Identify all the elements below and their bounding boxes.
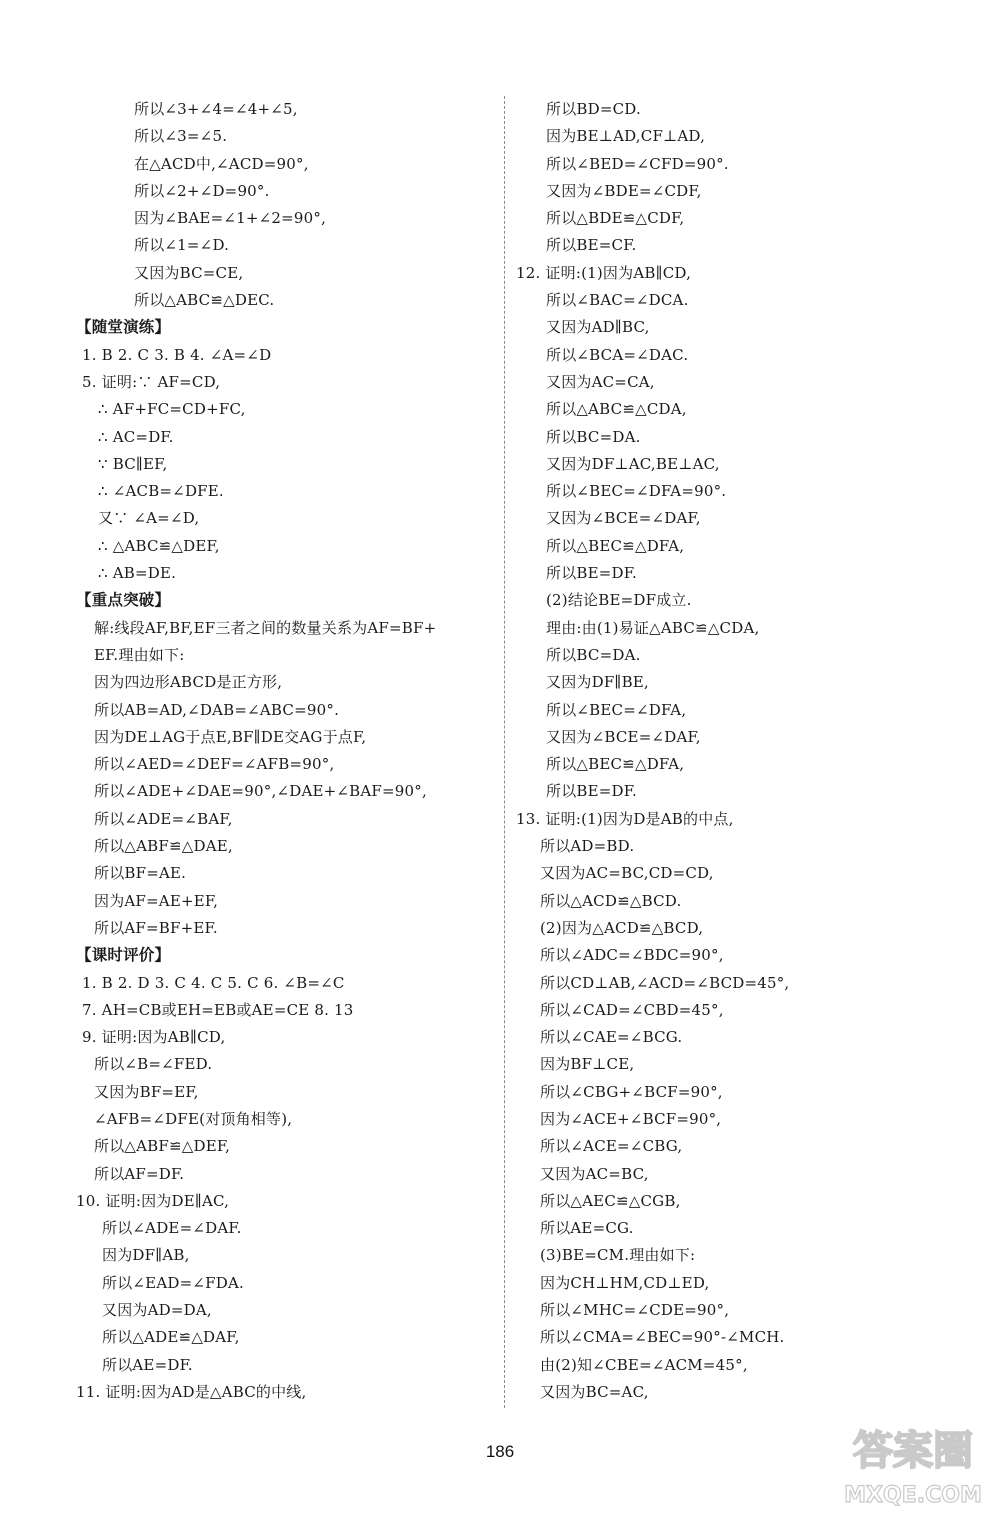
answer-line: 又因为AD=DA, — [102, 1301, 212, 1320]
answer-line: 因为DF∥AB, — [102, 1246, 190, 1265]
answer-line: 因为四边形ABCD是正方形, — [94, 673, 283, 692]
answer-line: 所以∠1=∠D. — [134, 236, 230, 255]
answer-line: 所以BC=DA. — [546, 427, 641, 446]
answer-line: 所以△ABC≌△CDA, — [546, 400, 687, 419]
answer-line: 因为BF⊥CE, — [540, 1055, 635, 1074]
answer-line: 所以∠ADE=∠DAF. — [102, 1219, 242, 1238]
answer-line: 因为AF=AE+EF, — [94, 891, 219, 910]
answer-line: 所以∠ADC=∠BDC=90°, — [540, 946, 724, 965]
answer-line: (2)因为△ACD≌△BCD, — [540, 918, 704, 937]
watermark-logo-text: 答案圈 — [853, 1428, 973, 1474]
answer-line: 所以∠CBG+∠BCF=90°, — [540, 1082, 723, 1101]
section-heading: 【课时评价】 — [76, 946, 171, 965]
answer-line: 又因为AD∥BC, — [546, 318, 650, 337]
answer-line: 所以∠3+∠4=∠4+∠5, — [134, 100, 298, 118]
answer-line: 在△ACD中,∠ACD=90°, — [134, 154, 309, 173]
answer-line: 又∵ ∠A=∠D, — [98, 509, 200, 528]
answer-line: 所以BC=DA. — [546, 645, 641, 664]
answer-line: 所以AF=DF. — [94, 1164, 185, 1183]
answer-line: 又因为AC=BC,CD=CD, — [540, 864, 714, 883]
answer-line: 所以△ABF≌△DEF, — [94, 1137, 231, 1156]
answer-line: 所以BF=AE. — [94, 864, 187, 883]
answer-line: ∠AFB=∠DFE(对顶角相等), — [94, 1109, 293, 1128]
answer-line: 所以△ACD≌△BCD. — [540, 891, 682, 910]
answer-line: 1. B 2. C 3. B 4. ∠A=∠D — [82, 345, 272, 364]
answer-line: ∴ ∠ACB=∠DFE. — [98, 482, 224, 501]
answer-line: 所以∠BAC=∠DCA. — [546, 291, 689, 310]
answer-line: 又因为BF=EF, — [94, 1082, 199, 1101]
answer-line: 所以AD=BD. — [540, 837, 635, 856]
answer-line: 所以∠EAD=∠FDA. — [102, 1273, 244, 1292]
answer-line: 所以△AEC≌△CGB, — [540, 1191, 681, 1210]
answer-line: 所以∠3=∠5. — [134, 127, 228, 146]
answer-line: 所以BE=DF. — [546, 782, 638, 801]
answer-line: 又因为AC=CA, — [546, 372, 655, 391]
answer-line: 所以△ADE≌△DAF, — [102, 1328, 240, 1347]
right-column — [516, 96, 936, 1406]
answer-line: ∴ AF+FC=CD+FC, — [98, 400, 246, 419]
answer-line: 因为∠ACE+∠BCF=90°, — [540, 1109, 722, 1128]
answer-line: 7. AH=CB或EH=EB或AE=CE 8. 13 — [82, 1000, 354, 1019]
answer-line: 所以∠CAE=∠BCG. — [540, 1028, 683, 1047]
answer-line: 所以BE=CF. — [546, 236, 637, 255]
answer-line: 9. 证明:因为AB∥CD, — [82, 1028, 226, 1047]
answer-line: 所以∠ADE=∠BAF, — [94, 809, 233, 828]
answer-line: 所以∠ADE+∠DAE=90°,∠DAE+∠BAF=90°, — [94, 782, 427, 801]
section-heading: 【随堂演练】 — [76, 318, 171, 337]
answer-line: 所以∠BEC=∠DFA, — [546, 700, 687, 719]
answer-line: 12. 证明:(1)因为AB∥CD, — [516, 263, 692, 282]
answer-line: 又因为AC=BC, — [540, 1164, 649, 1183]
answer-line: 解:线段AF,BF,EF三者之间的数量关系为AF=BF+ — [94, 618, 437, 637]
answer-line: 理由:由(1)易证△ABC≌△CDA, — [546, 618, 760, 637]
answer-line: 所以∠MHC=∠CDE=90°, — [540, 1301, 730, 1320]
answer-line: 所以△BEC≌△DFA, — [546, 536, 685, 555]
answer-line: 因为∠BAE=∠1+∠2=90°, — [134, 209, 327, 228]
answer-line: 所以∠BCA=∠DAC. — [546, 345, 689, 364]
answer-line: 1. B 2. D 3. C 4. C 5. C 6. ∠B=∠C — [82, 973, 345, 992]
answer-line: 所以∠BED=∠CFD=90°. — [546, 154, 729, 173]
answer-line: ∴ AB=DE. — [98, 564, 177, 583]
answer-line: 所以∠B=∠FED. — [94, 1055, 213, 1074]
answer-line: 又因为BC=AC, — [540, 1382, 649, 1401]
answer-line: 由(2)知∠CBE=∠ACM=45°, — [540, 1355, 748, 1374]
answer-line: 11. 证明:因为AD是△ABC的中线, — [76, 1382, 307, 1401]
answer-line: 所以∠CAD=∠CBD=45°, — [540, 1000, 724, 1019]
left-column — [76, 96, 496, 1406]
watermark-logo — [838, 1412, 988, 1512]
column-divider — [504, 96, 505, 1408]
answer-line: 所以∠ACE=∠CBG, — [540, 1137, 683, 1156]
answer-line: ∴ AC=DF. — [98, 427, 174, 446]
answer-line: 所以AE=DF. — [102, 1355, 193, 1374]
answer-line: 所以△ABF≌△DAE, — [94, 837, 233, 856]
section-heading: 【重点突破】 — [76, 591, 171, 610]
answer-line: 5. 证明:∵ AF=CD, — [82, 372, 221, 391]
answer-line: 所以△BDE≌△CDF, — [546, 209, 685, 228]
answer-line: 13. 证明:(1)因为D是AB的中点, — [516, 809, 734, 828]
answer-line: 所以AB=AD,∠DAB=∠ABC=90°. — [94, 700, 340, 719]
answer-line: 又因为∠BCE=∠DAF, — [546, 727, 701, 746]
answer-line: 所以∠CMA=∠BEC=90°-∠MCH. — [540, 1328, 785, 1347]
answer-line: 所以BD=CD. — [546, 100, 641, 118]
answer-line: 又因为DF∥BE, — [546, 673, 649, 692]
answer-line: 所以△BEC≌△DFA, — [546, 755, 685, 774]
page-number: 186 — [485, 1442, 515, 1461]
answer-line: EF.理由如下: — [94, 645, 185, 664]
watermark-site-text: MXQE.COM — [844, 1483, 982, 1508]
answer-line: ∵ BC∥EF, — [98, 454, 168, 473]
answer-line: (3)BE=CM.理由如下: — [540, 1246, 696, 1265]
answer-line: 所以CD⊥AB,∠ACD=∠BCD=45°, — [540, 973, 790, 992]
answer-line: ∴ △ABC≌△DEF, — [98, 536, 220, 555]
answer-line: (2)结论BE=DF成立. — [546, 591, 692, 610]
answer-line: 因为CH⊥HM,CD⊥ED, — [540, 1273, 710, 1292]
answer-line: 所以BE=DF. — [546, 564, 638, 583]
answer-line: 又因为BC=CE, — [134, 263, 244, 282]
answer-line: 所以∠AED=∠DEF=∠AFB=90°, — [94, 755, 335, 774]
answer-line: 又因为DF⊥AC,BE⊥AC, — [546, 454, 720, 473]
answer-line: 所以AF=BF+EF. — [94, 918, 218, 937]
answer-line: 所以∠BEC=∠DFA=90°. — [546, 482, 727, 501]
answer-line: 10. 证明:因为DE∥AC, — [76, 1191, 230, 1210]
answer-line: 所以△ABC≌△DEC. — [134, 291, 275, 310]
answer-line: 所以∠2+∠D=90°. — [134, 181, 270, 200]
answer-line: 因为BE⊥AD,CF⊥AD, — [546, 127, 706, 146]
answer-line: 所以AE=CG. — [540, 1219, 634, 1238]
answer-line: 又因为∠BCE=∠DAF, — [546, 509, 701, 528]
answer-line: 又因为∠BDE=∠CDF, — [546, 181, 702, 200]
answer-line: 因为DE⊥AG于点E,BF∥DE交AG于点F, — [94, 727, 367, 746]
